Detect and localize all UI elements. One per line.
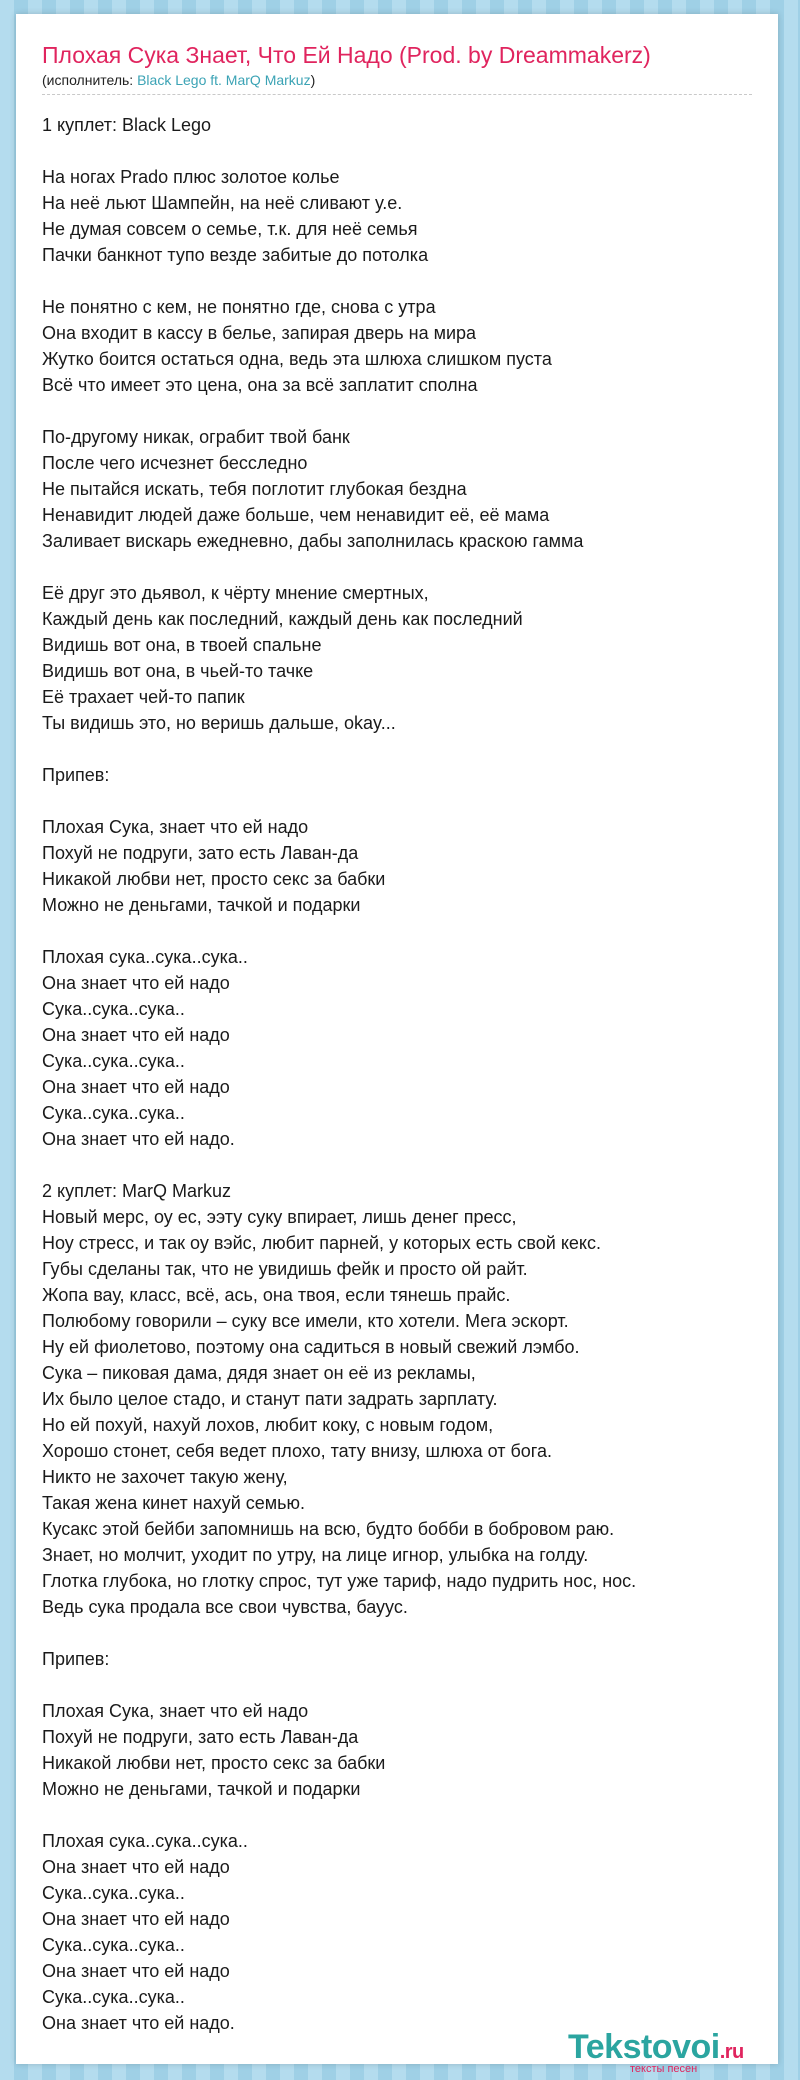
lyric-line: Видишь вот она, в чьей-то тачке [42,661,314,681]
lyric-line: Она знает что ей надо [42,1961,230,1981]
song-header [42,40,752,95]
lyric-line: Она знает что ей надо [42,1077,230,1097]
lyric-line: Пачки банкнот тупо везде забитые до потолка [42,245,429,265]
lyric-line: Всё что имеет это цена, она за всё заплатит сполна [42,375,478,395]
lyric-line: Знает, но молчит, уходит по утру, на лице игнор, улыбка на голду. [42,1545,589,1565]
lyric-line: Кусакс этой бейби запомнишь на всю, будто бобби в бобровом раю. [42,1519,615,1539]
lyric-line: Такая жена кинет нахуй семью. [42,1493,306,1513]
lyric-line: Ноу стресс, и так оу вэйс, любит парней, у которых есть свой кекс. [42,1233,601,1253]
lyric-line: Можно не деньгами, тачкой и подарки [42,895,361,915]
lyric-line: Она знает что ей надо. [42,2013,235,2033]
logo-tagline: тексты песен [630,2063,698,2075]
lyric-line: Никто не захочет такую жену, [42,1467,288,1487]
performer-prefix: (исполнитель: [42,72,138,88]
lyric-line: Видишь вот она, в твоей спальне [42,635,322,655]
lyric-line: Жопа вау, класс, всё, ась, она твоя, если тянешь прайс. [42,1285,511,1305]
blank-line [42,268,762,294]
lyrics-card [16,14,778,2075]
lyric-line: Припев: [42,1649,110,1669]
lyric-line: Сука..сука..сука.. [42,1051,185,1071]
lyric-line: Их было целое стадо, и станут пати задрать зарплату. [42,1389,498,1409]
lyric-line: Не понятно с кем, не понятно где, снова с утра [42,297,436,317]
lyric-line: Каждый день как последний, каждый день как последний [42,609,523,629]
lyric-line: Сука..сука..сука.. [42,1883,185,1903]
lyric-line: Можно не деньгами, тачкой и подарки [42,1779,361,1799]
lyric-line: Не думая совсем о семье, т.к. для неё семья [42,219,418,239]
blank-line [42,138,762,164]
lyric-line: Сука..сука..сука.. [42,1935,185,1955]
lyric-line: На неё льют Шампейн, на неё сливают у.е. [42,193,403,213]
lyric-line: Похуй не подруги, зато есть Лаван-да [42,843,359,863]
page-title: Плохая Сука Знает, Что Ей Надо (Prod. by Dreammakerz) [42,42,651,68]
blank-line [42,1620,762,1646]
lyric-line: Жутко боится остаться одна, ведь эта шлюха слишком пуста [42,349,552,369]
lyric-line: Ты видишь это, но веришь дальше, okay... [42,713,396,733]
lyric-line: Полюбому говорили – суку все имели, кто хотели. Мега эскорт. [42,1311,569,1331]
lyric-line: 1 куплет: Black Lego [42,115,212,135]
lyric-line: 2 куплет: MarQ Markuz [42,1181,232,1201]
lyric-line: Она знает что ей надо [42,1857,230,1877]
lyric-line: Припев: [42,765,110,785]
lyric-line: Плохая сука..сука..сука.. [42,1831,248,1851]
lyric-line: Никакой любви нет, просто секс за бабки [42,869,386,889]
lyric-line: Ну ей фиолетово, поэтому она садиться в новый свежий лэмбо. [42,1337,580,1357]
lyric-line: Сука..сука..сука.. [42,1103,185,1123]
lyric-line: Ведь сука продала все свои чувства, бауус. [42,1597,408,1617]
lyric-line: Ненавидит людей даже больше, чем ненавидит её, её мама [42,505,550,525]
performer-link[interactable]: Black Lego ft. MarQ Markuz [137,72,311,88]
blank-line [42,398,762,424]
performer-suffix: ) [310,72,316,88]
lyric-line: Заливает вискарь ежедневно, дабы заполнилась краскою гамма [42,531,584,551]
lyric-line: Плохая Сука, знает что ей надо [42,817,309,837]
lyric-line: Она знает что ей надо [42,1909,230,1929]
lyric-line: После чего исчезнет бесследно [42,453,308,473]
lyric-line: Сука..сука..сука.. [42,999,185,1019]
lyrics-text [42,112,762,2036]
blank-line [42,918,762,944]
lyric-line: На ногах Prado плюс золотое колье [42,167,340,187]
lyric-line: Её трахает чей-то папик [42,687,245,707]
blank-line [42,1152,762,1178]
lyric-line: Она знает что ей надо [42,1025,230,1045]
lyric-line: Не пытайся искать, тебя поглотит глубокая бездна [42,479,467,499]
blank-line [42,1802,762,1828]
lyric-line: Никакой любви нет, просто секс за бабки [42,1753,386,1773]
lyric-line: Губы сделаны так, что не увидишь фейк и просто ой райт. [42,1259,528,1279]
site-logo[interactable] [568,2029,778,2079]
lyric-line: Плохая Сука, знает что ей надо [42,1701,309,1721]
lyric-line: Но ей похуй, нахуй лохов, любит коку, с новым годом, [42,1415,494,1435]
logo-suffix: .ru [719,2041,744,2063]
lyric-line: Она знает что ей надо [42,973,230,993]
lyric-line: Её друг это дьявол, к чёрту мнение смертных, [42,583,429,603]
lyric-line: По-другому никак, ограбит твой банк [42,427,350,447]
lyric-line: Новый мерс, оу ес, ээту суку впирает, лишь денег пресс, [42,1207,517,1227]
blank-line [42,554,762,580]
lyric-line: Хорошо стонет, себя ведет плохо, тату внизу, шлюха от бога. [42,1441,552,1461]
performer-line [42,70,752,90]
logo-main-text: Tekstovoi [568,2028,720,2066]
lyric-line: Сука..сука..сука.. [42,1987,185,2007]
blank-line [42,1672,762,1698]
lyric-line: Она знает что ей надо. [42,1129,235,1149]
blank-line [42,788,762,814]
blank-line [42,736,762,762]
lyric-line: Плохая сука..сука..сука.. [42,947,248,967]
lyric-line: Сука – пиковая дама, дядя знает он её из рекламы, [42,1363,476,1383]
lyric-line: Похуй не подруги, зато есть Лаван-да [42,1727,359,1747]
lyric-line: Глотка глубока, но глотку спрос, тут уже тариф, надо пудрить нос, нос. [42,1571,637,1591]
lyric-line: Она входит в кассу в белье, запирая дверь на мира [42,323,477,343]
